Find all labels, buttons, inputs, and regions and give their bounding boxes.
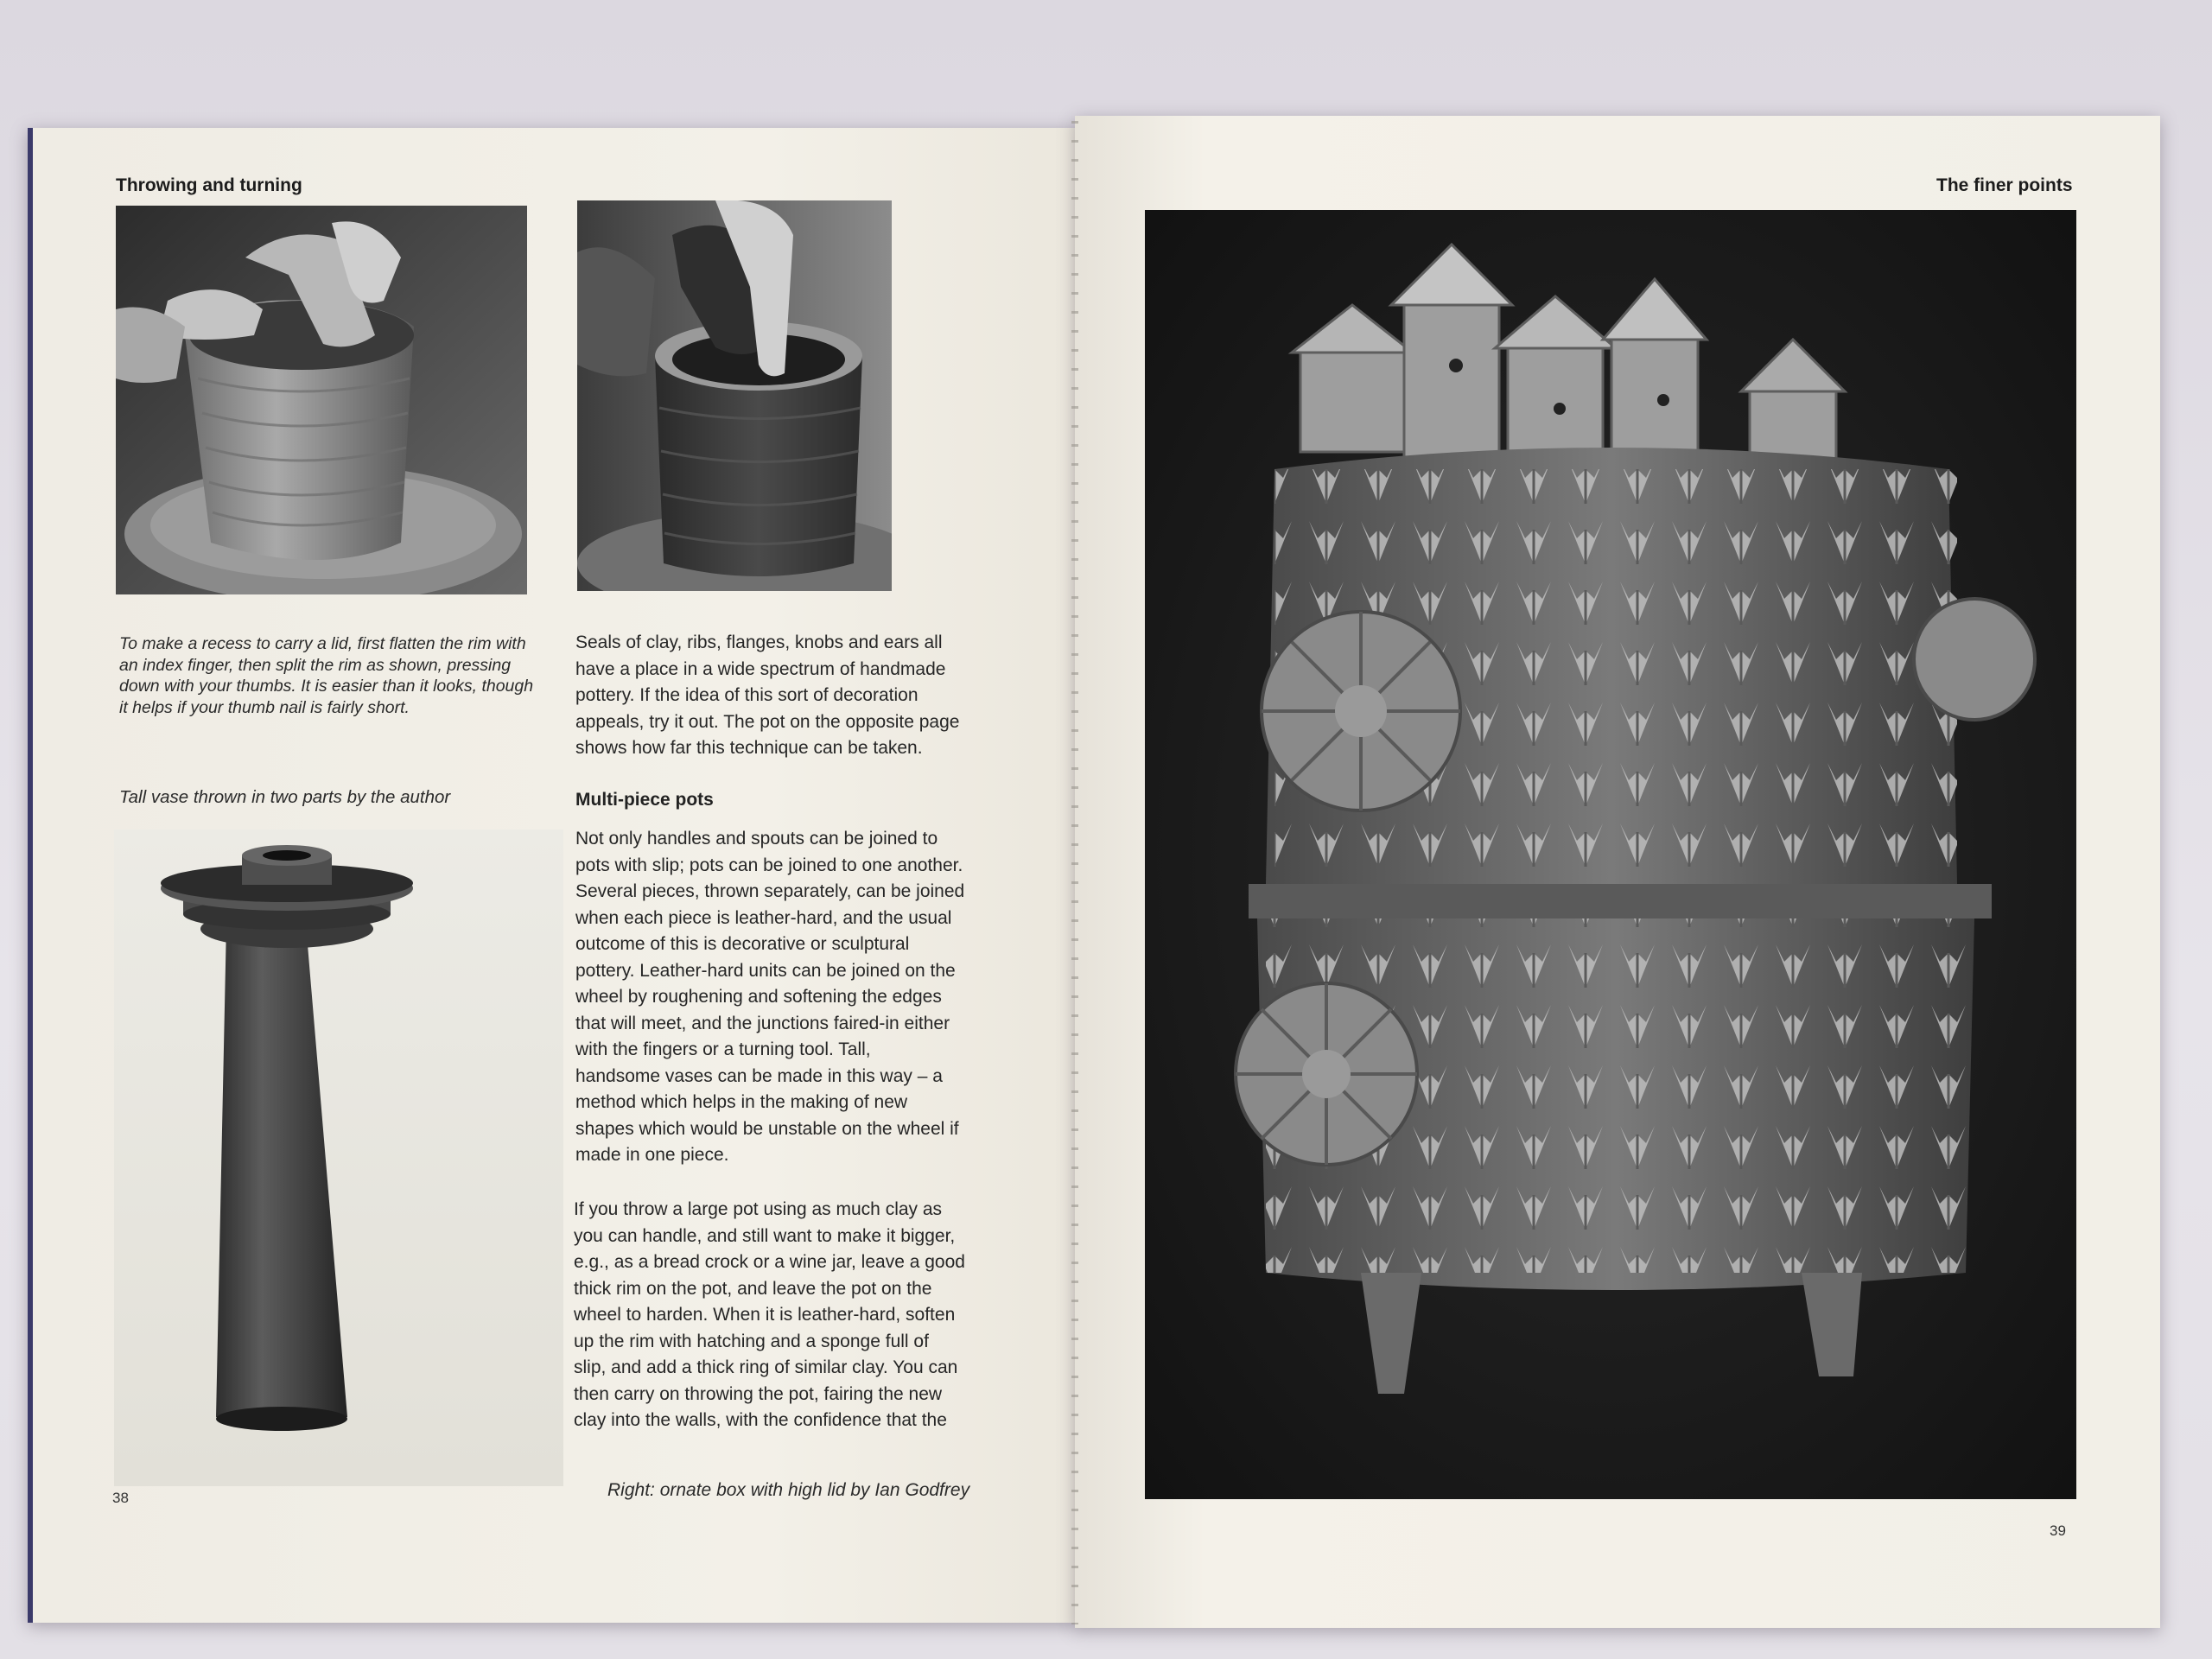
paragraph-large-pot: If you throw a large pot using as much clay as you can handle, and still want to make it bigger, e.g., as a bread crock or a wine jar, leave a good thick rim on the pot, and leave the pot on the wheel to harden. When it is leather-hard, soften up the rim with hatching and a sponge full of slip, and add a thick ring of similar clay. You can then carry on throwing the pot, fairing the new clay into the walls, with the confidence that the (574, 1199, 965, 1430)
page-number-right: 39 (2050, 1522, 2066, 1539)
photo-tall-vase (114, 830, 563, 1486)
page-number-left: 38 (112, 1490, 129, 1506)
caption-tall-vase: Tall vase thrown in two parts by the author (119, 787, 451, 807)
running-head-right: The finer points (1936, 175, 2073, 195)
book-gutter (1071, 121, 1078, 1624)
running-head-left: Throwing and turning (116, 175, 302, 195)
photo-splitting-rim (577, 200, 892, 591)
paragraph-multi-piece: Not only handles and spouts can be joined to pots with slip; pots can be joined to one another. Several pieces, thrown separately, can be joined when each piece is leather-hard, and the usual outcome of this is decorative or sculptural pottery. Leather-hard units can be joined on the wheel by roughening and softening the edges that will meet, and the junctions faired-in either with the fingers or a turning tool. Tall, handsome vases can be made in this way – a method which helps in the making of new shapes which would be unstable on the wheel if made in one piece. (575, 829, 965, 1165)
photo-flattening-rim (116, 206, 527, 594)
photo-ornate-box (1145, 210, 2076, 1499)
caption-recess-instructions: To make a recess to carry a lid, first flatten the rim with an index finger, then split the rim as shown, pressing down with your thumbs. It is easier than it looks, though it helps if your thumb nail is fairly short. (119, 634, 534, 717)
subheading-multi-piece-pots: Multi-piece pots (575, 790, 714, 810)
intro-paragraph: Seals of clay, ribs, flanges, knobs and ears all have a place in a wide spectrum of handmade pottery. If the idea of this sort of decoration appeals, try it out. The pot on the opposite page shows how far this technique can be taken. (575, 632, 960, 758)
caption-ornate-box: Right: ornate box with high lid by Ian Godfrey (607, 1480, 970, 1500)
